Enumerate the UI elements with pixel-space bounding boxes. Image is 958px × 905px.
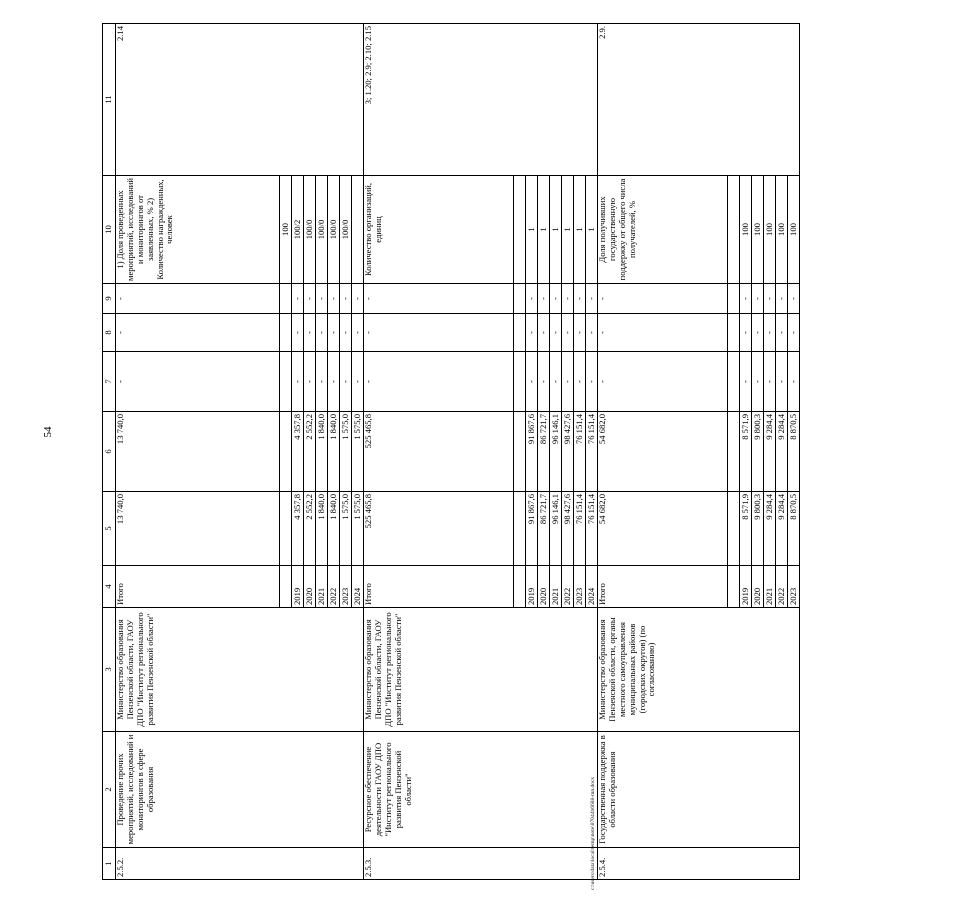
- value-col9: -: [550, 284, 562, 314]
- value-col9: -: [340, 284, 352, 314]
- value-col5: 1 840,0: [328, 492, 340, 566]
- section-executor: Министерство образования Пензенской области, ГАОУ ДПО "Институт регионального развития Пензенской области": [364, 608, 598, 732]
- value-col5: 76 151,4: [574, 492, 586, 566]
- value-col9: -: [764, 284, 776, 314]
- total-col8: -: [364, 314, 514, 352]
- value-col8: -: [764, 314, 776, 352]
- footer: [590, 776, 600, 900]
- value-col9: -: [776, 284, 788, 314]
- value-col9: -: [526, 284, 538, 314]
- value-col10: 100: [740, 176, 752, 284]
- year-cell: 2022: [328, 566, 340, 608]
- value-col9: -: [316, 284, 328, 314]
- value-col7: -: [340, 352, 352, 412]
- spacer-cell: [728, 412, 740, 492]
- section-number: 2.5.3.: [364, 848, 598, 880]
- value-col6: 8 870,5: [788, 412, 800, 492]
- section-col11: 3; 1.20; 2.9; 2.10; 2.15: [364, 24, 598, 176]
- year-cell: 2020: [304, 566, 316, 608]
- value-col7: -: [316, 352, 328, 412]
- value-col6: 9 800,3: [752, 412, 764, 492]
- header-cell: 2: [103, 732, 116, 848]
- spacer-cell: [514, 352, 526, 412]
- value-col5: 76 151,4: [586, 492, 598, 566]
- total-col9: -: [598, 284, 728, 314]
- spacer-cell: [728, 284, 740, 314]
- value-col9: -: [574, 284, 586, 314]
- spacer-cell: [280, 566, 292, 608]
- total-col5: 13 740,0: [116, 492, 280, 566]
- value-col5: 9 284,4: [764, 492, 776, 566]
- value-col10: [352, 176, 364, 284]
- section-executor: Министерство образования Пензенской области, органы местного самоуправления муниципальных районов (городских округов) (по согласованию): [598, 608, 800, 732]
- value-col9: -: [740, 284, 752, 314]
- value-col6: 2 552,2: [304, 412, 316, 492]
- value-col6: 1 575,0: [340, 412, 352, 492]
- spacer-cell: [728, 566, 740, 608]
- value-col7: -: [562, 352, 574, 412]
- value-col9: -: [538, 284, 550, 314]
- header-row: [103, 24, 116, 880]
- value-col5: 2 552,2: [304, 492, 316, 566]
- section-indicator: Количество организаций, единиц: [364, 176, 514, 284]
- value-col10: 1: [538, 176, 550, 284]
- year-cell: 2021: [764, 566, 776, 608]
- total-col6: 54 682,0: [598, 412, 728, 492]
- total-label: Итого: [364, 566, 514, 608]
- value-col6: 8 571,9: [740, 412, 752, 492]
- section-indicator: Доля получивших государственную поддержку от общего числа получателей, %: [598, 176, 728, 284]
- spacer-cell: [728, 314, 740, 352]
- section-name: Ресурсное обеспечение деятельности ГАОУ ДПО "Институт регионального развития Пензенской области": [364, 732, 598, 848]
- section-total-row: [364, 24, 514, 880]
- section-number: 2.5.2.: [116, 848, 364, 880]
- indicator-values: [514, 176, 526, 284]
- header-cell: 11: [103, 24, 116, 176]
- value-col10: 100/0: [328, 176, 340, 284]
- value-col7: -: [304, 352, 316, 412]
- section-total-row: [598, 24, 728, 880]
- value-col7: -: [586, 352, 598, 412]
- value-col8: -: [776, 314, 788, 352]
- value-col5: 1 575,0: [340, 492, 352, 566]
- section-total-row: [116, 24, 280, 880]
- value-col7: -: [740, 352, 752, 412]
- value-col9: -: [788, 284, 800, 314]
- header-cell: 1: [103, 848, 116, 880]
- value-col6: 98 427,6: [562, 412, 574, 492]
- year-cell: 2022: [562, 566, 574, 608]
- value-col8: -: [316, 314, 328, 352]
- value-col10: 100: [776, 176, 788, 284]
- value-col5: 8 870,5: [788, 492, 800, 566]
- value-col7: -: [328, 352, 340, 412]
- spacer-cell: [514, 566, 526, 608]
- value-col5: 96 146,1: [550, 492, 562, 566]
- value-col6: 96 146,1: [550, 412, 562, 492]
- value-col6: 91 867,6: [526, 412, 538, 492]
- year-cell: 2023: [788, 566, 800, 608]
- spacer-cell: [280, 284, 292, 314]
- value-col9: -: [752, 284, 764, 314]
- year-cell: 2019: [292, 566, 304, 608]
- value-col10: 1: [586, 176, 598, 284]
- value-col10: 1: [562, 176, 574, 284]
- year-cell: 2023: [340, 566, 352, 608]
- value-col5: 86 721,7: [538, 492, 550, 566]
- header-cell: 6: [103, 412, 116, 492]
- total-col7: -: [116, 352, 280, 412]
- value-col6: 9 284,4: [764, 412, 776, 492]
- value-col8: -: [292, 314, 304, 352]
- value-col5: 4 357,8: [292, 492, 304, 566]
- section-name: Проведение прочих мероприятий, исследований и мониторингов в сфере образования: [116, 732, 364, 848]
- footer-path: c:\users\data\local\temp\note\87044b6688-mn.docx: [590, 776, 596, 890]
- header-cell: 10: [103, 176, 116, 284]
- year-cell: 2020: [752, 566, 764, 608]
- value-col8: -: [550, 314, 562, 352]
- total-col5: 525 465,8: [364, 492, 514, 566]
- value-col5: 1 575,0: [352, 492, 364, 566]
- spacer-cell: [514, 492, 526, 566]
- total-col9: -: [116, 284, 280, 314]
- total-label: Итого: [598, 566, 728, 608]
- value-col6: 1 840,0: [316, 412, 328, 492]
- value-col8: -: [752, 314, 764, 352]
- year-cell: 2022: [776, 566, 788, 608]
- value-col6: 1 840,0: [328, 412, 340, 492]
- value-col10: 100: [788, 176, 800, 284]
- value-col7: -: [292, 352, 304, 412]
- value-col9: -: [352, 284, 364, 314]
- value-col7: -: [788, 352, 800, 412]
- header-cell: 3: [103, 608, 116, 732]
- value-col6: 76 151,4: [586, 412, 598, 492]
- value-col6: 76 151,4: [574, 412, 586, 492]
- value-col8: -: [538, 314, 550, 352]
- indicator-values: 100: [280, 176, 292, 284]
- section-indicator: 1) Доля проведенных мероприятий, исследований и мониторингов от заявленных, % 2) Количество награжденных, человек: [116, 176, 280, 284]
- year-cell: 2024: [586, 566, 598, 608]
- value-col7: -: [538, 352, 550, 412]
- value-col6: 86 721,7: [538, 412, 550, 492]
- spacer-cell: [514, 412, 526, 492]
- section-name: Государственная поддержка в области образования: [598, 732, 800, 848]
- spacer-cell: [514, 314, 526, 352]
- year-cell: 2019: [526, 566, 538, 608]
- value-col10: 100: [752, 176, 764, 284]
- spacer-cell: [280, 412, 292, 492]
- value-col10: 100/0: [316, 176, 328, 284]
- total-col5: 54 682,0: [598, 492, 728, 566]
- value-col10: 100/0: [304, 176, 316, 284]
- value-col7: -: [764, 352, 776, 412]
- spacer-cell: [280, 314, 292, 352]
- value-col8: -: [352, 314, 364, 352]
- section-number: 2.5.4.: [598, 848, 800, 880]
- value-col10: 100/2: [292, 176, 304, 284]
- value-col8: -: [526, 314, 538, 352]
- header-cell: 7: [103, 352, 116, 412]
- year-cell: 2024: [352, 566, 364, 608]
- value-col5: 1 840,0: [316, 492, 328, 566]
- total-col7: -: [598, 352, 728, 412]
- value-col5: 91 867,6: [526, 492, 538, 566]
- total-col9: -: [364, 284, 514, 314]
- value-col5: 9 284,4: [776, 492, 788, 566]
- program-table: [102, 23, 800, 880]
- year-cell: 2023: [574, 566, 586, 608]
- section-col11: 2.9.: [598, 24, 800, 176]
- value-col9: -: [292, 284, 304, 314]
- value-col7: -: [352, 352, 364, 412]
- page-number: 54: [42, 426, 54, 438]
- value-col5: 9 800,3: [752, 492, 764, 566]
- value-col9: -: [586, 284, 598, 314]
- value-col8: -: [304, 314, 316, 352]
- section-col11: 2.14: [116, 24, 364, 176]
- total-col7: -: [364, 352, 514, 412]
- value-col10: 1: [574, 176, 586, 284]
- value-col6: 1 575,0: [352, 412, 364, 492]
- value-col10: 1: [526, 176, 538, 284]
- value-col8: -: [740, 314, 752, 352]
- section-executor: Министерство образования Пензенской области, ГАОУ ДПО "Институт регионального развития Пензенской области": [116, 608, 364, 732]
- total-col6: 525 465,8: [364, 412, 514, 492]
- total-col8: -: [116, 314, 280, 352]
- header-cell: 5: [103, 492, 116, 566]
- year-cell: 2021: [550, 566, 562, 608]
- value-col9: -: [562, 284, 574, 314]
- year-cell: 2019: [740, 566, 752, 608]
- value-col8: -: [328, 314, 340, 352]
- indicator-values: [728, 176, 740, 284]
- header-cell: 9: [103, 284, 116, 314]
- value-col9: -: [304, 284, 316, 314]
- value-col8: -: [574, 314, 586, 352]
- value-col8: -: [586, 314, 598, 352]
- rotated-table-wrapper: [102, 26, 958, 880]
- spacer-cell: [280, 352, 292, 412]
- spacer-cell: [728, 352, 740, 412]
- value-col5: 8 571,9: [740, 492, 752, 566]
- value-col8: -: [788, 314, 800, 352]
- value-col8: -: [562, 314, 574, 352]
- total-label: Итого: [116, 566, 280, 608]
- value-col7: -: [574, 352, 586, 412]
- value-col6: 9 284,4: [776, 412, 788, 492]
- value-col8: -: [340, 314, 352, 352]
- value-col7: -: [526, 352, 538, 412]
- value-col7: -: [776, 352, 788, 412]
- header-cell: 4: [103, 566, 116, 608]
- value-col9: -: [328, 284, 340, 314]
- value-col5: 98 427,6: [562, 492, 574, 566]
- value-col7: -: [752, 352, 764, 412]
- spacer-cell: [280, 492, 292, 566]
- year-cell: 2021: [316, 566, 328, 608]
- header-cell: 8: [103, 314, 116, 352]
- value-col7: -: [550, 352, 562, 412]
- value-col10: 100: [764, 176, 776, 284]
- year-cell: 2020: [538, 566, 550, 608]
- value-col10: 100/0: [340, 176, 352, 284]
- total-col8: -: [598, 314, 728, 352]
- spacer-cell: [514, 284, 526, 314]
- total-col6: 13 740,0: [116, 412, 280, 492]
- value-col10: 1: [550, 176, 562, 284]
- value-col6: 4 357,8: [292, 412, 304, 492]
- spacer-cell: [728, 492, 740, 566]
